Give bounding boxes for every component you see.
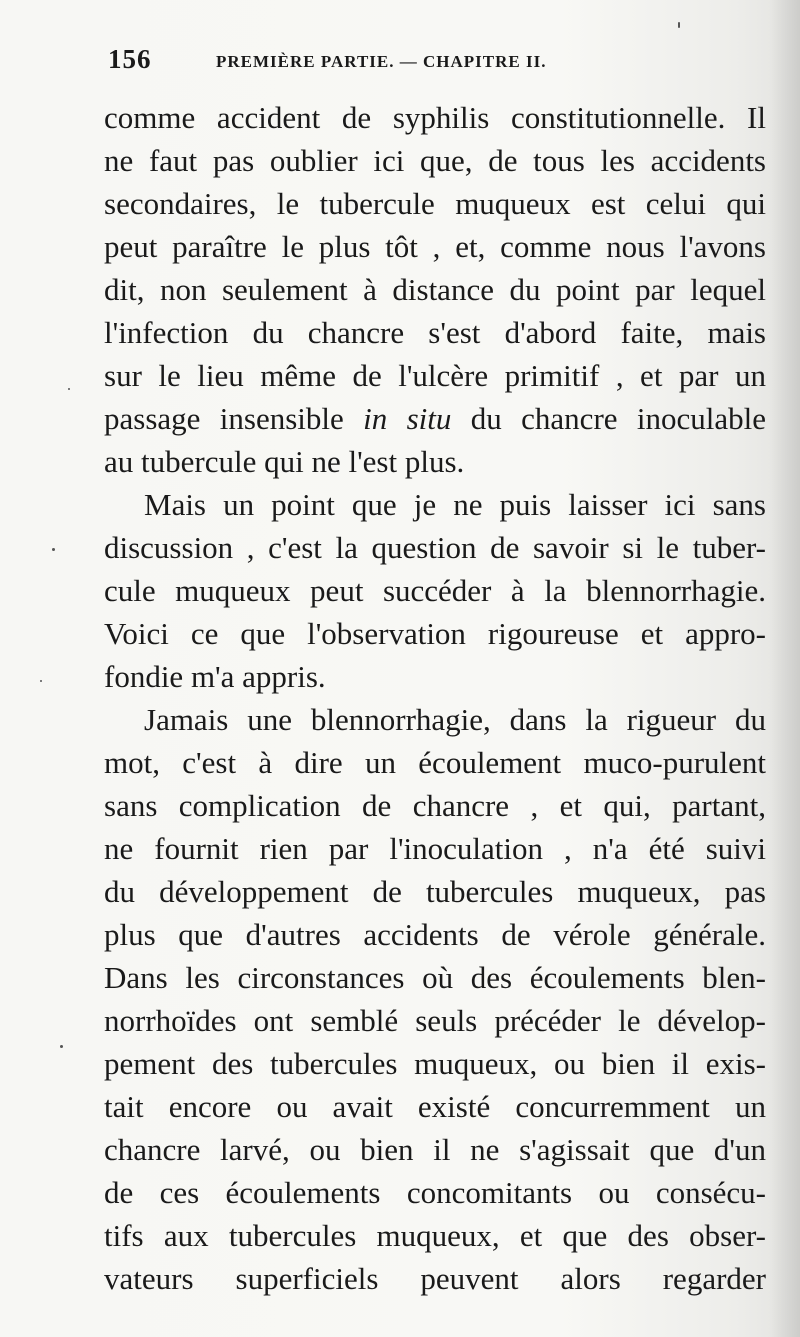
page-number: 156: [108, 44, 152, 74]
text-line: mot, c'est à dire un écoulement muco-purulent: [104, 745, 766, 780]
text-line-with-italic: [104, 397, 766, 440]
text-line: comme accident de syphilis constitutionnelle. Il: [104, 100, 766, 135]
text-line: vateurs superficiels peuvent alors regarder: [104, 1261, 766, 1296]
text-line: fondie m'a appris.: [104, 659, 326, 694]
scan-speck: [40, 680, 42, 682]
text-line: secondaires, le tubercule muqueux est celui qui: [104, 186, 766, 221]
text-line: discussion , c'est la question de savoir si le tuber-: [104, 530, 766, 565]
text-line: ne faut pas oublier ici que, de tous les accidents: [104, 143, 766, 178]
text-line: du développement de tubercules muqueux, pas: [104, 874, 766, 909]
text-line: Voici ce que l'observation rigoureuse et appro-: [104, 616, 766, 651]
text-line: tifs aux tubercules muqueux, et que des obser-: [104, 1218, 766, 1253]
text-line: peut paraître le plus tôt , et, comme nous l'avons: [104, 229, 766, 264]
text-line: l'infection du chancre s'est d'abord faite, mais: [104, 315, 766, 350]
running-head: PREMIÈRE PARTIE. — CHAPITRE II.: [216, 52, 547, 71]
body-text: [104, 96, 766, 1300]
page-header: [108, 44, 688, 80]
italic-phrase: in situ: [363, 401, 452, 436]
text-line: Dans les circonstances où des écoulements blen-: [104, 960, 766, 995]
text-line: norrhoïdes ont semblé seuls précéder le dévelop-: [104, 1003, 766, 1038]
text-line: plus que d'autres accidents de vérole générale.: [104, 917, 766, 952]
text-line: cule muqueux peut succéder à la blennorrhagie.: [104, 573, 766, 608]
paragraph-first-line: Jamais une blennorrhagie, dans la rigueur du: [144, 702, 766, 737]
text-line: sur le lieu même de l'ulcère primitif , et par un: [104, 358, 766, 393]
scan-speck: [60, 1045, 63, 1048]
text-line: sans complication de chancre , et qui, partant,: [104, 788, 766, 823]
paragraph-first-line: Mais un point que je ne puis laisser ici sans: [144, 487, 766, 522]
scan-speck: [678, 22, 680, 28]
text-segment: du chancre inoculable: [470, 401, 767, 436]
scan-speck: [68, 388, 70, 390]
text-line: chancre larvé, ou bien il ne s'agissait que d'un: [104, 1132, 766, 1167]
text-line: pement des tubercules muqueux, ou bien il exis-: [104, 1046, 766, 1081]
text-line: tait encore ou avait existé concurremment un: [104, 1089, 766, 1124]
page-gutter-shadow: [770, 0, 800, 1337]
text-line: au tubercule qui ne l'est plus.: [104, 444, 465, 479]
text-segment: passage insensible: [104, 401, 344, 436]
text-line: de ces écoulements concomitants ou consécu-: [104, 1175, 766, 1210]
text-line: dit, non seulement à distance du point par lequel: [104, 272, 766, 307]
text-line: ne fournit rien par l'inoculation , n'a été suivi: [104, 831, 766, 866]
scan-speck: [52, 548, 55, 551]
